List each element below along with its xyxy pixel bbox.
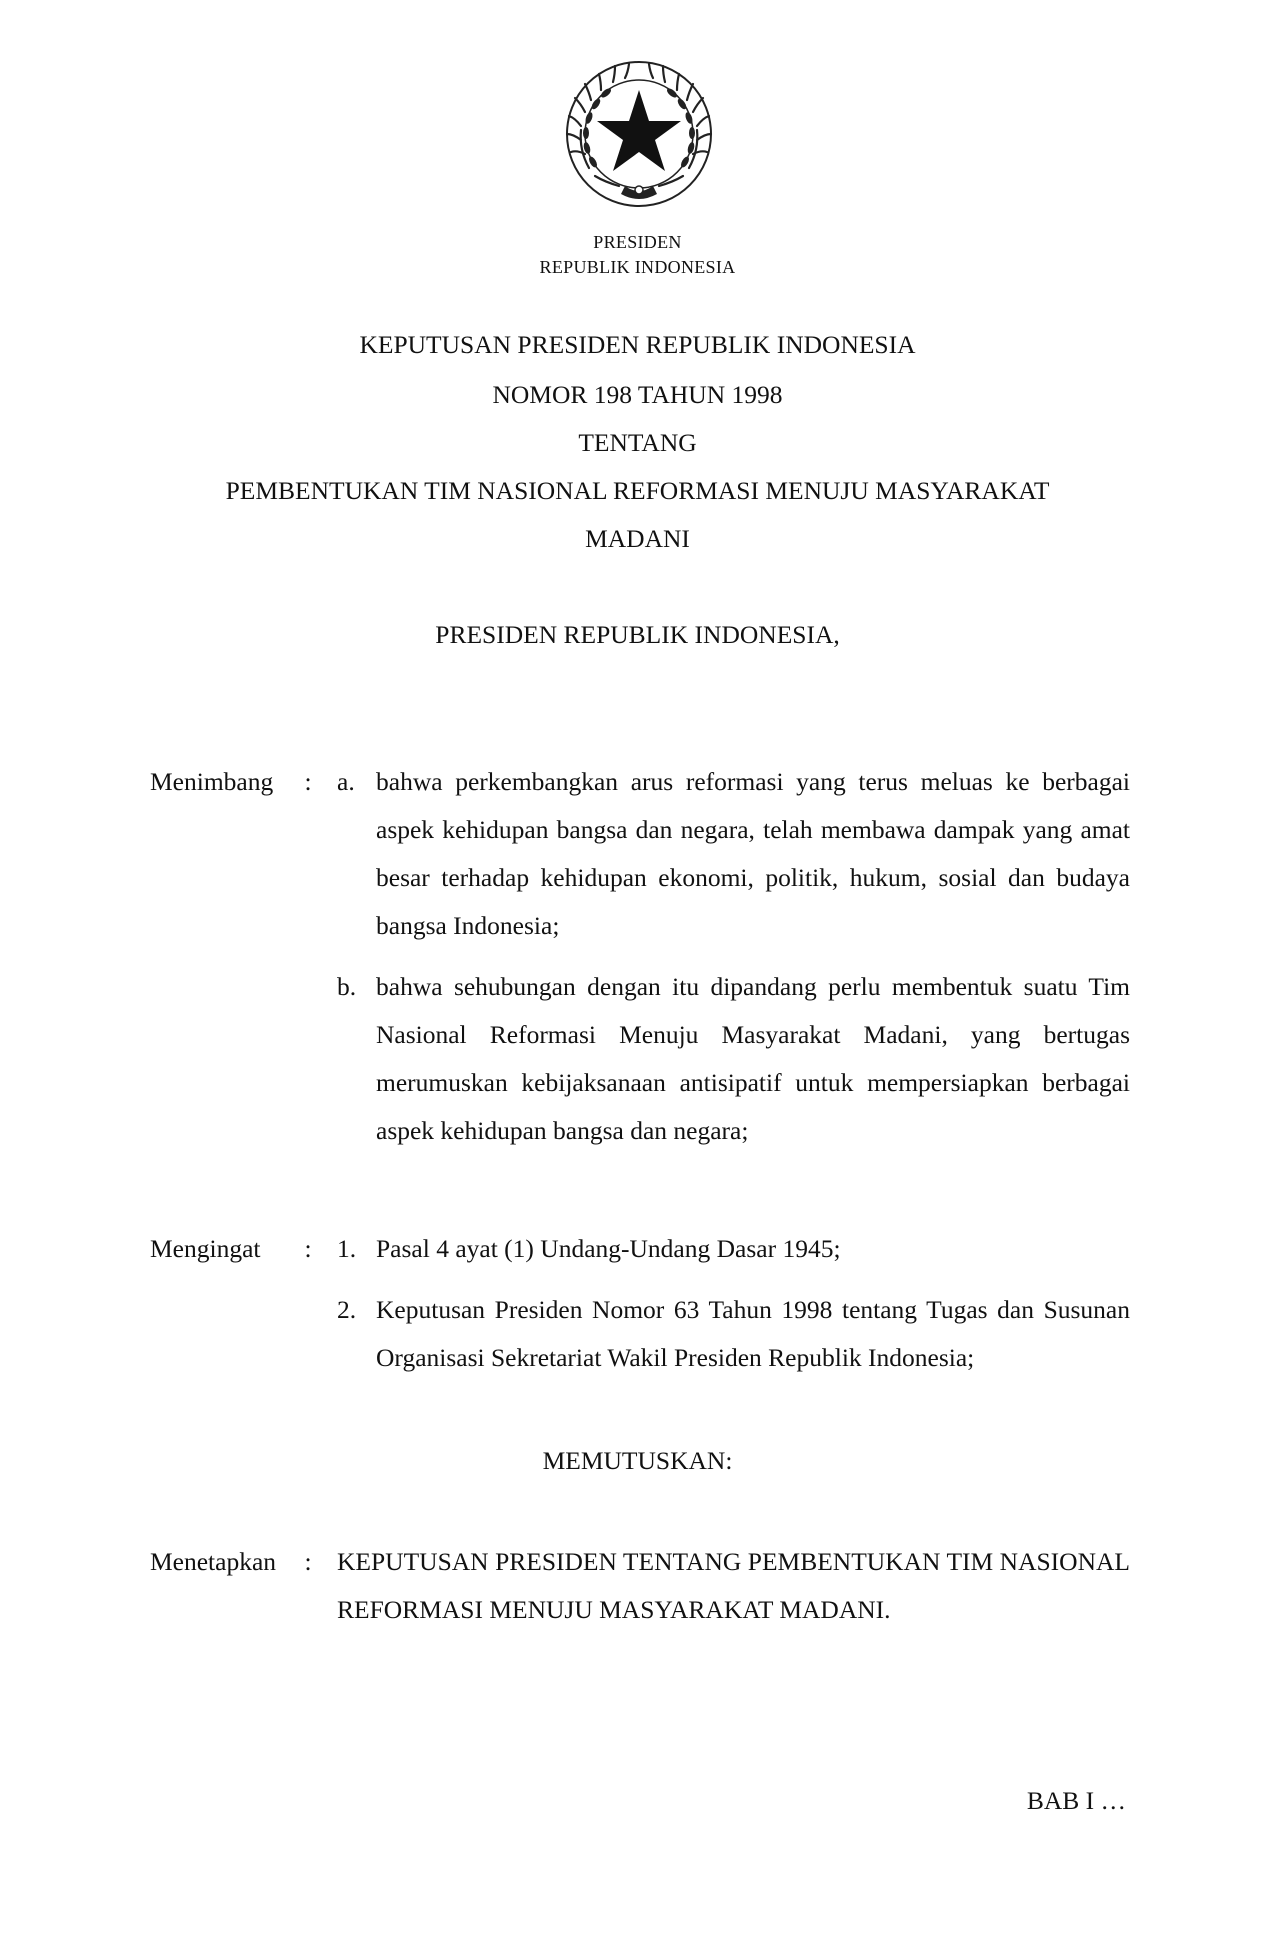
presidential-seal-icon bbox=[559, 58, 719, 218]
menetapkan-content bbox=[337, 1538, 1130, 1634]
item-text: Keputusan Presiden Nomor 63 Tahun 1998 tentang Tugas dan Susunan Organisasi Sekretariat Wakil Presiden Republik Indonesia; bbox=[376, 1295, 1130, 1372]
mengingat-colon: : bbox=[304, 1234, 312, 1263]
menimbang-item-b bbox=[337, 963, 1130, 1155]
menimbang-section bbox=[150, 758, 1130, 1155]
item-marker: 1. bbox=[337, 1234, 357, 1263]
decree-subject-line-1: PEMBENTUKAN TIM NASIONAL REFORMASI MENUJU MASYARAKAT bbox=[225, 476, 1050, 505]
menimbang-item-a bbox=[337, 758, 1130, 950]
item-marker: b. bbox=[337, 972, 357, 1001]
decree-number: NOMOR 198 TAHUN 1998 bbox=[492, 380, 783, 409]
item-text: bahwa perkembangkan arus reformasi yang terus meluas ke berbagai aspek kehidupan bangsa dan negara, telah membawa dampak yang amat besar terhadap kehidupan ekonomi, politik, hukum, sosial dan budaya bangsa Indonesia; bbox=[376, 767, 1130, 940]
menimbang-label: Menimbang bbox=[150, 767, 274, 796]
decree-about-label: TENTANG bbox=[578, 428, 697, 457]
item-text: Pasal 4 ayat (1) Undang-Undang Dasar 1945; bbox=[376, 1234, 841, 1263]
decree-title: KEPUTUSAN PRESIDEN REPUBLIK INDONESIA bbox=[359, 330, 916, 359]
menimbang-colon: : bbox=[304, 767, 312, 796]
menetapkan-colon: : bbox=[304, 1547, 312, 1576]
decree-subject-line-2: MADANI bbox=[585, 524, 690, 553]
memutuskan-heading: MEMUTUSKAN: bbox=[542, 1446, 733, 1475]
menetapkan-text: KEPUTUSAN PRESIDEN TENTANG PEMBENTUKAN TIM NASIONAL REFORMASI MENUJU MASYARAKAT MADANI. bbox=[337, 1547, 1130, 1624]
mengingat-item-2 bbox=[337, 1286, 1130, 1382]
institution-line-2: REPUBLIK INDONESIA bbox=[539, 257, 736, 277]
menetapkan-label: Menetapkan bbox=[150, 1547, 277, 1576]
menetapkan-section bbox=[150, 1538, 1130, 1634]
president-heading: PRESIDEN REPUBLIK INDONESIA, bbox=[435, 620, 840, 649]
item-text: bahwa sehubungan dengan itu dipandang perlu membentuk suatu Tim Nasional Reformasi Menuju Masyarakat Madani, yang bertugas merumuskan kebijaksanaan antisipatif untuk mempersiapkan berbagai aspek kehidupan bangsa dan negara; bbox=[376, 972, 1130, 1145]
item-marker: 2. bbox=[337, 1295, 357, 1324]
mengingat-label: Mengingat bbox=[150, 1234, 261, 1263]
next-page-reference: BAB I … bbox=[1026, 1786, 1126, 1815]
mengingat-section bbox=[150, 1225, 1130, 1382]
institution-line-1: PRESIDEN bbox=[593, 232, 682, 252]
mengingat-item-1 bbox=[337, 1225, 1130, 1273]
item-marker: a. bbox=[337, 767, 355, 796]
